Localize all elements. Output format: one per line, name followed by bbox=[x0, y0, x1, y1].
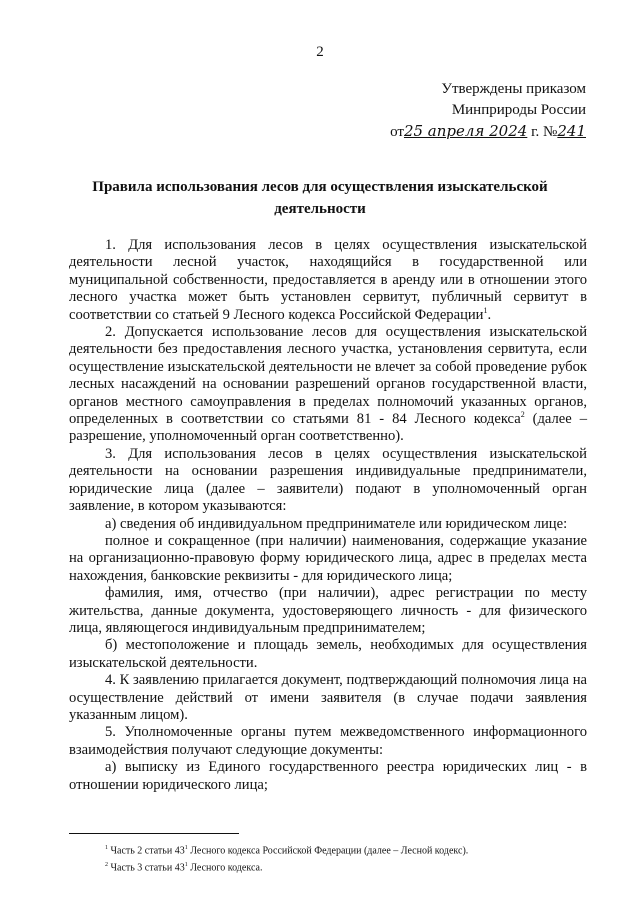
footnote-2-sup: 1 bbox=[184, 862, 188, 869]
handwritten-date: 25 апреля 2024 bbox=[403, 122, 528, 140]
paragraph-3a-1: полное и сокращенное (при наличии) наименования, содержащие указание на организационно-правовую форму юридического лица, адрес в пределах места нахождения, банковские реквизиты - для юридического лица; bbox=[69, 532, 587, 584]
footnotes bbox=[105, 841, 468, 876]
footnote-ref-1: 1 bbox=[483, 305, 488, 315]
footnote-divider bbox=[69, 833, 239, 834]
footnote-1 bbox=[105, 841, 468, 858]
title-line-2: деятельности bbox=[274, 201, 366, 217]
date-prefix: от bbox=[390, 124, 404, 140]
footnote-2-pre: Часть 3 статьи 43 bbox=[108, 862, 185, 874]
paragraph-5a: а) выписку из Единого государственного реестра юридических лиц - в отношении юридического лица; bbox=[69, 759, 587, 793]
footnote-1-mark: 1 bbox=[105, 845, 108, 851]
paragraph-1-end: . bbox=[487, 306, 492, 323]
approval-date-line bbox=[390, 121, 586, 143]
footnote-2 bbox=[105, 858, 468, 875]
document-body bbox=[69, 237, 587, 794]
date-suffix: г. № bbox=[531, 124, 558, 140]
handwritten-number: 241 bbox=[557, 122, 586, 140]
paragraph-3a-2: фамилия, имя, отчество (при наличии), адрес регистрации по месту жительства, данные документа, удостоверяющего личность - для физического лица, являющегося индивидуальным предпринимателем; bbox=[69, 585, 587, 636]
paragraph-4: 4. К заявлению прилагается документ, подтверждающий полномочия лица на осуществление действий от имени заявителя (в случае подачи заявления указанным лицом). bbox=[69, 672, 587, 723]
paragraph-3a: а) сведения об индивидуальном предпринимателе или юридическом лице: bbox=[105, 515, 568, 532]
paragraph-1 bbox=[69, 237, 587, 324]
paragraph-5: 5. Уполномоченные органы путем межведомственного информационного взаимодействия получают следующие документы: bbox=[69, 724, 587, 758]
paragraph-2-text: 2. Допускается использование лесов для осуществления изыскательской деятельности без предоставления лесного участка, установления сервитута, если осуществление изыскательской деятельности не влечет за собой проведение рубок лесных насаждений на основании разрешений органов государственной власти, органов местного самоуправления в пределах полномочий указанных органов, определенных в соответствии со статьями 81 - 84 Лесного кодекса bbox=[69, 324, 587, 428]
paragraph-3b: б) местоположение и площадь земель, необходимых для осуществления изыскательской деятельности. bbox=[69, 637, 587, 671]
document-title bbox=[80, 176, 560, 220]
footnote-1-post: Лесного кодекса Российской Федерации (далее – Лесной кодекс). bbox=[187, 845, 469, 857]
title-line-1: Правила использования лесов для осуществления изыскательской bbox=[92, 179, 548, 195]
paragraph-2-tail: (далее – разрешение, уполномоченный орган соответственно). bbox=[69, 411, 587, 445]
paragraph-2 bbox=[69, 324, 587, 446]
approval-line-2: Минприроды России bbox=[451, 102, 586, 118]
footnote-1-sup: 1 bbox=[184, 845, 188, 851]
footnote-ref-2: 2 bbox=[520, 410, 525, 420]
paragraph-3: 3. Для использования лесов в целях осуществления изыскательской деятельности на основании разрешения индивидуальные предприниматели, юридические лица (далее – заявители) подают в уполномоченный орган заявление, в котором указываются: bbox=[69, 445, 587, 515]
footnote-2-mark: 2 bbox=[105, 862, 108, 869]
page-number: 2 bbox=[316, 44, 324, 60]
approval-line-1: Утверждены приказом bbox=[441, 81, 586, 97]
footnote-1-pre: Часть 2 статьи 43 bbox=[108, 845, 185, 857]
paragraph-1-text: 1. Для использования лесов в целях осуществления изыскательской деятельности лесной участок, находящийся в государственной или муниципальной собственности, предоставляется в аренду или в отношении этого лесного участка может быть установлен сервитут, публичный сервитут в соответствии со статьей 9 Лесного кодекса Российской Федерации bbox=[69, 237, 587, 323]
footnote-2-post: Лесного кодекса. bbox=[187, 862, 263, 874]
approval-stamp bbox=[390, 79, 586, 143]
